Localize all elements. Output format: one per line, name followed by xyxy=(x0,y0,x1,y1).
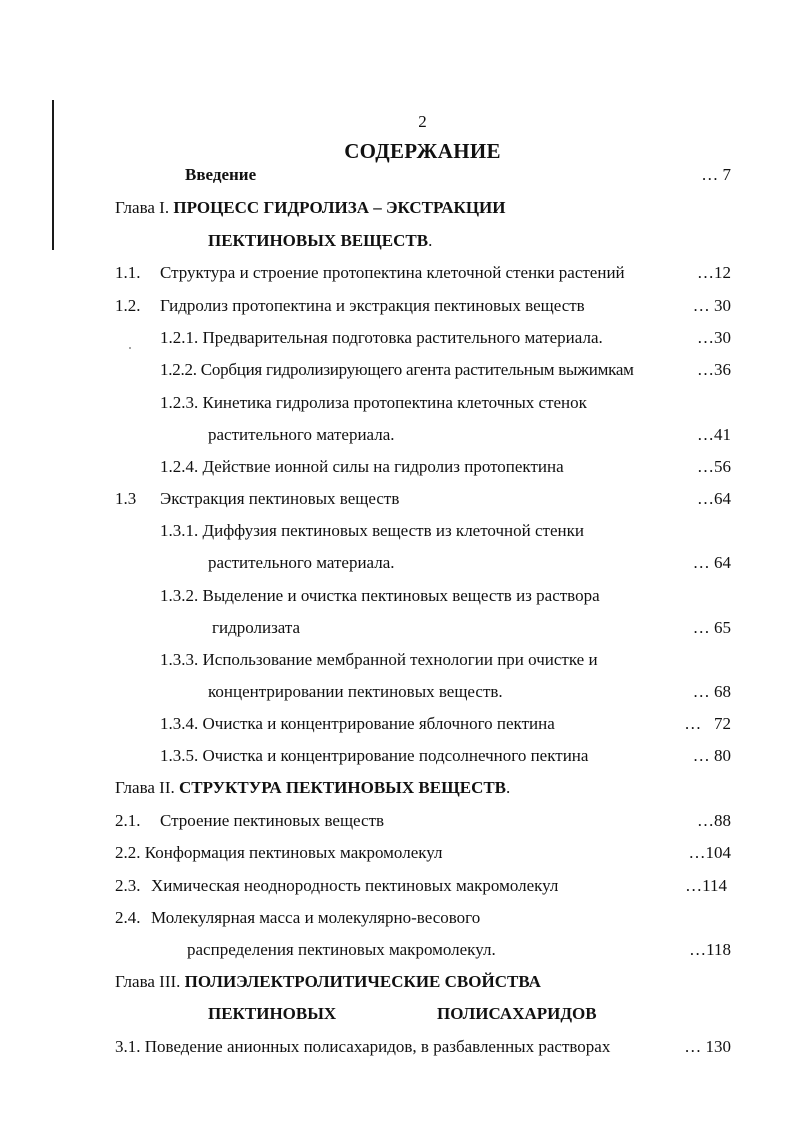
toc-1-2-1-page: …30 xyxy=(697,328,731,347)
chapter-1-heading xyxy=(115,198,506,218)
toc-2-2-page: …104 xyxy=(688,843,731,862)
toc-1-2-1-text: 1.2.1. Предварительная подготовка растительного материала. xyxy=(160,328,603,347)
toc-1-3-num: 1.3 xyxy=(115,489,137,508)
toc-1-3-2-text-line1: 1.3.2. Выделение и очистка пектиновых веществ из раствора xyxy=(160,586,600,605)
chapter-3-title-line2-b: ПОЛИСАХАРИДОВ xyxy=(437,1004,597,1023)
toc-1-3-page: …64 xyxy=(697,489,731,508)
toc-2-3-text: Химическая неоднородность пектиновых макромолекул xyxy=(151,876,559,895)
chapter-1-title-line2-suffix: . xyxy=(428,231,433,250)
toc-1-3-1-text-line1: 1.3.1. Диффузия пектиновых веществ из клеточной стенки xyxy=(160,521,584,540)
toc-1-3-1-page: … 64 xyxy=(692,553,731,572)
toc-1-3-text: Экстракция пектиновых веществ xyxy=(160,489,400,508)
chapter-2-heading xyxy=(115,778,510,798)
toc-1-3-5-page: … 80 xyxy=(692,746,731,765)
scan-speck xyxy=(129,347,131,349)
chapter-1-title-line1: ПРОЦЕСС ГИДРОЛИЗА – ЭКСТРАКЦИИ xyxy=(173,198,506,217)
chapter-1-title-line2: ПЕКТИНОВЫХ ВЕЩЕСТВ xyxy=(208,231,429,250)
toc-1-2-num: 1.2. xyxy=(115,296,141,315)
chapter-3-title-line2-a: ПЕКТИНОВЫХ xyxy=(208,1004,337,1023)
toc-3-1-text: 3.1. Поведение анионных полисахаридов, в разбавленных растворах xyxy=(115,1037,611,1056)
toc-2-1-num: 2.1. xyxy=(115,811,141,830)
toc-2-4-text-line2: распределения пектиновых макромолекул. xyxy=(187,940,496,959)
toc-2-3-page: …114 xyxy=(685,876,727,895)
toc-1-2-4-text: 1.2.4. Действие ионной силы на гидролиз протопектина xyxy=(160,457,564,476)
toc-1-3-1-text-line2: растительного материала. xyxy=(208,553,395,572)
chapter-2-title: СТРУКТУРА ПЕКТИНОВЫХ ВЕЩЕСТВ xyxy=(179,778,507,797)
toc-2-1-page: …88 xyxy=(697,811,731,830)
toc-3-1-page: … 130 xyxy=(684,1037,731,1056)
toc-1-3-4-page: … 72 xyxy=(684,714,731,733)
chapter-1-prefix: Глава I. xyxy=(115,198,170,217)
toc-2-4-text-line1: Молекулярная масса и молекулярно-весового xyxy=(151,908,481,927)
toc-1-2-text: Гидролиз протопектина и экстракция пектиновых веществ xyxy=(160,296,585,315)
toc-2-4-num: 2.4. xyxy=(115,908,141,927)
chapter-3-heading xyxy=(115,972,541,992)
chapter-2-prefix: Глава II. xyxy=(115,778,175,797)
toc-1-2-3-text-line1: 1.2.3. Кинетика гидролиза протопектина клеточных стенок xyxy=(160,393,587,412)
page-number: 2 xyxy=(418,112,427,131)
toc-1-2-4-page: …56 xyxy=(697,457,731,476)
toc-1-3-3-page: … 68 xyxy=(692,682,731,701)
chapter-1-heading-line2 xyxy=(208,231,432,251)
toc-intro-label: Введение xyxy=(185,165,257,184)
toc-1-1-text: Структура и строение протопектина клеточной стенки растений xyxy=(160,263,625,282)
toc-1-1-num: 1.1. xyxy=(115,263,141,282)
toc-1-2-3-page: …41 xyxy=(697,425,731,444)
toc-1-2-page: … 30 xyxy=(692,296,731,315)
toc-2-4-page: …118 xyxy=(689,940,731,959)
toc-1-3-3-text-line1: 1.3.3. Использование мембранной технологии при очистке и xyxy=(160,650,598,669)
toc-1-2-2-page: …36 xyxy=(697,360,731,379)
toc-1-3-4-text: 1.3.4. Очистка и концентрирование яблочного пектина xyxy=(160,714,555,733)
toc-1-1-page: …12 xyxy=(697,263,731,282)
chapter-3-prefix: Глава III. xyxy=(115,972,181,991)
toc-title: СОДЕРЖАНИЕ xyxy=(344,139,501,163)
toc-1-2-2-text: 1.2.2. Сорбция гидролизирующего агента растительным выжимкам xyxy=(160,360,634,379)
toc-intro-page: … 7 xyxy=(701,165,731,184)
toc-1-3-3-text-line2: концентрировании пектиновых веществ. xyxy=(208,682,503,701)
toc-1-3-2-text-line2: гидролизата xyxy=(212,618,301,637)
toc-2-3-num: 2.3. xyxy=(115,876,141,895)
chapter-3-title-line1: ПОЛИЭЛЕКТРОЛИТИЧЕСКИЕ СВОЙСТВА xyxy=(184,972,541,991)
toc-2-2-text: 2.2. Конформация пектиновых макромолекул xyxy=(115,843,443,862)
toc-1-3-5-text: 1.3.5. Очистка и концентрирование подсолнечного пектина xyxy=(160,746,589,765)
chapter-2-suffix: . xyxy=(506,778,511,797)
toc-2-1-text: Строение пектиновых веществ xyxy=(160,811,385,830)
toc-1-3-2-page: … 65 xyxy=(692,618,731,637)
toc-1-2-3-text-line2: растительного материала. xyxy=(208,425,395,444)
